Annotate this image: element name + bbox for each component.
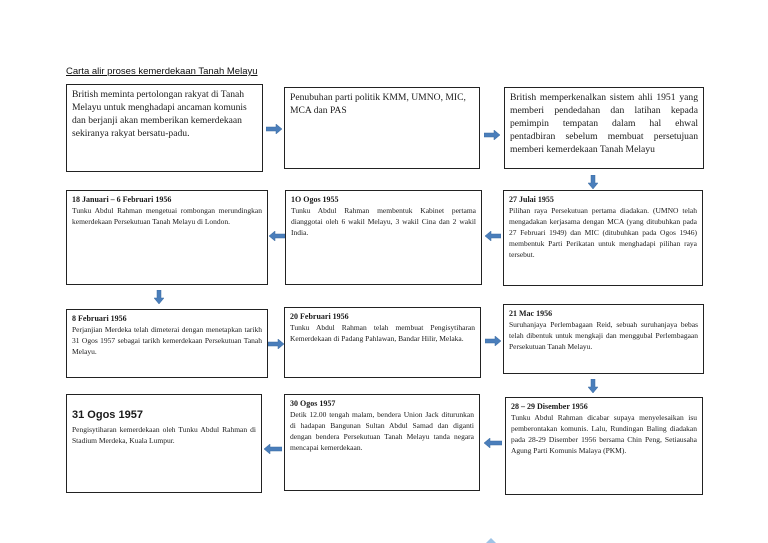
box-text: Tunku Abdul Rahman telah membuat Pengisytiharan Kemerdekaan di Padang Pahlawan, Bandar Hilir, Melaka. xyxy=(290,323,475,343)
arrow-down-icon xyxy=(154,290,164,304)
arrow-left-icon xyxy=(484,438,502,448)
box-jul-1955 xyxy=(503,190,703,286)
box-aug-1955 xyxy=(285,190,482,285)
box-text: Tunku Abdul Rahman dicabar supaya menyelesaikan isu pemberontakan komunis. Lalu, Rundingan Baling diadakan pada 28-29 Disember 1956 bersama Chin Peng, Setiausaha Agung Parti Komunis Malaya (PKM). xyxy=(511,413,697,455)
box-heading: 21 Mac 1956 xyxy=(509,309,553,318)
arrow-right-icon xyxy=(485,336,501,346)
box-text: Detik 12.00 tengah malam, bendera Union Jack diturunkan di hadapan Bangunan Sultan Abdul Samad dan diganti dengan bendera Persekutuan Tanah Melayu tanda negara mencapai kemerdekaan. xyxy=(290,410,474,452)
box-text: Pilihan raya Persekutuan pertama diadakan. (UMNO telah mengadakan kerjasama dengan MCA (yang ditubuhkan pada 27 Februari 1949) dan MIC (ditubuhkan pada Ogos 1946) membentuk Parti Perikatan untuk menghadapi pilihan raya tersebut. xyxy=(509,206,697,259)
box-feb20-1956 xyxy=(284,307,481,378)
arrow-right-icon xyxy=(268,339,284,349)
box-text: Tunku Abdul Rahman membentuk Kabinet pertama dianggotai oleh 6 wakil Melayu, 3 wakil Cina dan 2 wakil India. xyxy=(291,206,476,237)
box-heading: 31 Ogos 1957 xyxy=(72,409,143,421)
arrow-left-icon xyxy=(269,231,285,241)
box-aug31-1957 xyxy=(66,394,262,493)
arrow-down-icon xyxy=(588,379,598,393)
arrow-down-icon xyxy=(588,175,598,189)
page-mark-icon xyxy=(486,538,496,543)
box-mar-1956 xyxy=(503,304,704,374)
box-text: Suruhanjaya Perlembagaan Reid, sebuah suruhanjaya bebas telah dibentuk untuk mengkaji dan menggubal Perlembagaan Persekutuan Tanah Melayu. xyxy=(509,320,698,351)
arrow-left-icon xyxy=(264,444,282,454)
box-party-formation xyxy=(284,87,480,169)
box-heading: 1O Ogos 1955 xyxy=(291,195,339,204)
box-text: British meminta pertolongan rakyat di Tanah Melayu untuk menghadapi ancaman komunis dan berjanji akan memberikan kemerdekaan sekiranya rakyat bersatu-padu. xyxy=(72,89,247,139)
box-heading: 20 Februari 1956 xyxy=(290,312,349,321)
box-feb8-1956 xyxy=(66,309,268,378)
box-member-system xyxy=(504,87,704,169)
box-heading: 8 Februari 1956 xyxy=(72,314,127,323)
arrow-right-icon xyxy=(484,130,500,140)
box-text: Tunku Abdul Rahman mengetuai rombongan merundingkan kemerdekaan Persekutuan Tanah Melayu di London. xyxy=(72,206,262,226)
box-text: Penubuhan parti politik KMM, UMNO, MIC, MCA dan PAS xyxy=(290,92,466,116)
box-heading: 30 Ogos 1957 xyxy=(290,399,336,408)
box-text: Perjanjian Merdeka telah dimeterai dengan menetapkan tarikh 31 Ogos 1957 sebagai tarikh kemerdekaan Persekutuan Tanah Melayu. xyxy=(72,325,262,356)
arrow-left-icon xyxy=(485,231,501,241)
box-text: British memperkenalkan sistem ahli 1951 yang memberi pendedahan dan latihan kepada pemimpin tempatan dalam hal ehwal pentadbiran sebelum membuat persetujuan memberi kemerdekaan Tanah Melayu xyxy=(510,92,698,155)
box-heading: 18 Januari – 6 Februari 1956 xyxy=(72,195,172,204)
box-dec-1956 xyxy=(505,397,703,495)
chart-title: Carta alir proses kemerdekaan Tanah Melayu xyxy=(66,66,258,77)
box-british-request xyxy=(66,84,263,172)
box-text: Pengisytiharan kemerdekaan oleh Tunku Abdul Rahman di Stadium Merdeka, Kuala Lumpur. xyxy=(72,425,256,445)
box-jan-1956 xyxy=(66,190,268,285)
box-heading: 28 – 29 Disember 1956 xyxy=(511,402,588,411)
arrow-right-icon xyxy=(266,124,282,134)
box-aug30-1957 xyxy=(284,394,480,491)
box-heading: 27 Julai 1955 xyxy=(509,195,554,204)
